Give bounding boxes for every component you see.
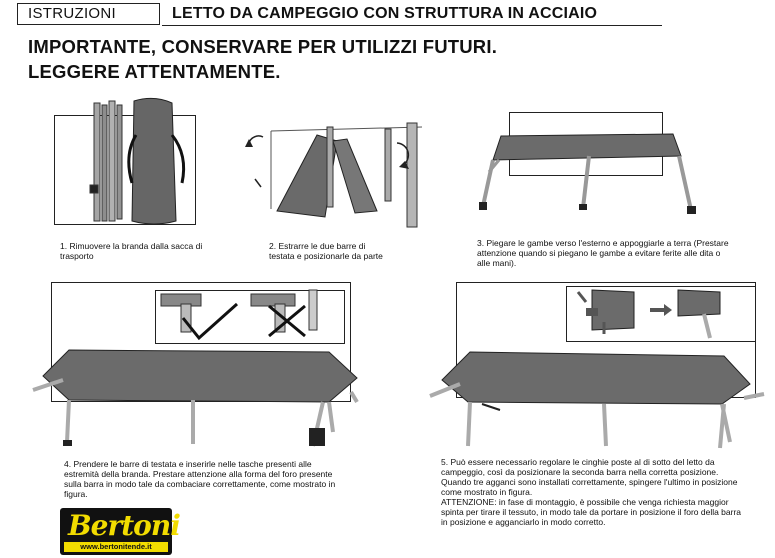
step-4-caption: 4. Prendere le barre di testata e inserirle nelle tasche presenti alle estremità della branda. Prestare attenzione alla forma del foro presente sulla barra in modo tale da combaciare correttamente, come mostrato in figura. xyxy=(64,459,336,499)
bertoni-logo xyxy=(60,508,180,555)
step-5-caption: 5. Può essere necessario regolare le cinghie poste al di sotto del letto da campeggio, così da posizionare la seconda barra nella corretta posizione. Quando tre agganci sono installati correttamente, spingere l'ultimo in posizione come mostrato in figura. ATTENZIONE: in fase di montaggio, è possibile che venga richiesta maggior spinta per tirare il tessuto, in modo tale da portare in posizione il foro della barra in posizione e agganciarlo in modo corretto. xyxy=(441,457,742,527)
warning-line-1: IMPORTANTE, CONSERVARE PER UTILIZZI FUTURI. xyxy=(28,36,498,57)
logo-wordmark: Bertoni xyxy=(68,509,180,542)
document-title: LETTO DA CAMPEGGIO CON STRUTTURA IN ACCIAIO xyxy=(172,5,598,22)
header-rule xyxy=(162,25,662,26)
strap-adjustment-illustration xyxy=(424,280,770,452)
section-label: ISTRUZIONI xyxy=(17,3,160,25)
step-1-figure xyxy=(54,95,204,235)
step-2-caption: 2. Estrarre le due barre di testata e posizionarle da parte xyxy=(269,241,383,261)
warning-line-2: LEGGERE ATTENTAMENTE. xyxy=(28,61,281,82)
step-2-figure xyxy=(237,113,442,233)
legs-unfolding-illustration xyxy=(479,112,715,222)
step-5-figure xyxy=(424,280,770,452)
folded-cot-and-bag-illustration xyxy=(54,95,204,235)
step-3-caption: 3. Piegare le gambe verso l'esterno e appoggiarle a terra (Prestare attenzione quando si piegano le gambe a evitare ferite alle dita o alle mani). xyxy=(477,238,729,268)
headbar-removal-illustration xyxy=(237,113,442,233)
step-4-figure xyxy=(33,282,363,454)
logo-url: www.bertonitende.it xyxy=(64,542,168,552)
step-1-caption: 1. Rimuovere la branda dalla sacca di trasporto xyxy=(60,241,203,261)
headbar-insertion-illustration xyxy=(33,282,363,454)
step-3-figure xyxy=(479,112,715,222)
